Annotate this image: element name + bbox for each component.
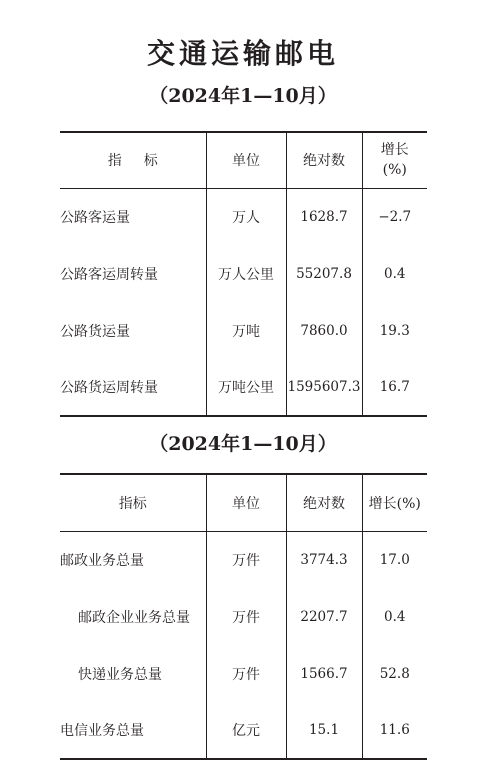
table-row xyxy=(60,588,427,645)
row-growth: 19.3 xyxy=(379,322,410,339)
row-value: 2207.7 xyxy=(286,588,362,645)
row-unit: 万吨 xyxy=(206,302,286,359)
header-indicator: 指标 xyxy=(60,474,206,531)
header-indicator: 指标 xyxy=(60,132,206,188)
table2-period-subtitle: （2024年1—10月） xyxy=(149,433,337,455)
transport-table xyxy=(60,131,427,417)
header-unit: 单位 xyxy=(206,132,286,188)
header-growth xyxy=(362,132,427,188)
row-unit: 万件 xyxy=(206,531,286,588)
row-value: 1628.7 xyxy=(286,188,362,245)
row-unit: 万件 xyxy=(206,645,286,702)
row-unit: 万人 xyxy=(206,188,286,245)
table-row xyxy=(60,188,427,245)
row-unit: 亿元 xyxy=(206,702,286,759)
row-indicator: 邮政业务总量 xyxy=(60,531,206,588)
page-title: 交通运输邮电 xyxy=(146,37,339,70)
header-growth-line1: 增长 xyxy=(380,142,409,159)
row-value: 15.1 xyxy=(286,702,362,759)
row-value: 1595607.3 xyxy=(286,359,362,416)
header-growth: 增长(%) xyxy=(368,495,421,512)
row-unit: 万人公里 xyxy=(206,245,286,302)
table-row xyxy=(60,645,427,702)
row-growth: −2.7 xyxy=(378,208,412,225)
row-indicator: 公路货运量 xyxy=(60,302,206,359)
header-value: 绝对数 xyxy=(286,474,362,531)
row-indicator: 公路客运量 xyxy=(60,188,206,245)
row-growth: 11.6 xyxy=(379,722,410,738)
header-value: 绝对数 xyxy=(286,132,362,188)
row-unit: 万件 xyxy=(206,588,286,645)
table-row xyxy=(60,359,427,416)
table1-period-subtitle: （2024年1—10月） xyxy=(149,85,337,107)
row-growth: 0.4 xyxy=(384,608,406,625)
row-unit: 万吨公里 xyxy=(206,359,286,416)
row-indicator: 公路货运周转量 xyxy=(60,359,206,416)
row-indicator: 电信业务总量 xyxy=(60,702,206,759)
row-value: 7860.0 xyxy=(286,302,362,359)
row-growth: 16.7 xyxy=(379,379,410,395)
table-header-row xyxy=(60,474,427,531)
header-unit: 单位 xyxy=(206,474,286,531)
row-growth: 17.0 xyxy=(379,551,410,568)
table-header-row xyxy=(60,132,427,188)
row-value: 3774.3 xyxy=(286,531,362,588)
table-row xyxy=(60,531,427,588)
row-indicator: 邮政企业业务总量 xyxy=(60,588,206,645)
table-row xyxy=(60,302,427,359)
row-value: 55207.8 xyxy=(286,245,362,302)
row-value: 1566.7 xyxy=(286,645,362,702)
table-row xyxy=(60,702,427,759)
row-indicator: 公路客运周转量 xyxy=(60,245,206,302)
row-indicator: 快递业务总量 xyxy=(60,645,206,702)
post-telecom-table xyxy=(60,473,427,760)
row-growth: 52.8 xyxy=(379,665,410,682)
header-growth-line2: (%) xyxy=(382,162,407,179)
table-row xyxy=(60,245,427,302)
row-growth: 0.4 xyxy=(384,265,406,282)
